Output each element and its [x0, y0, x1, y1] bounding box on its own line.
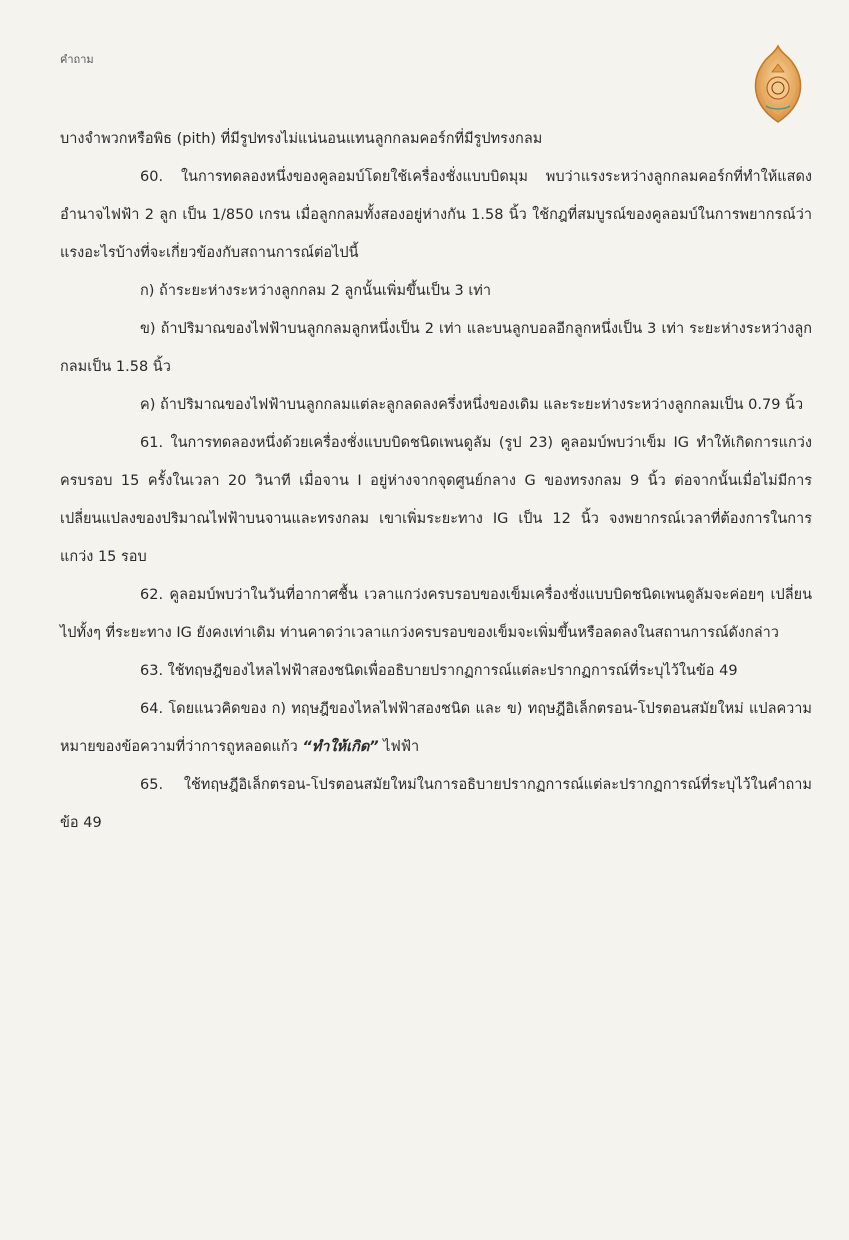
question-64-text-after: ไฟฟ้า: [378, 739, 420, 755]
question-63: 63. ใช้ทฤษฎีของไหลไฟฟ้าสองชนิดเพื่ออธิบายปรากฏการณ์แต่ละปรากฏการณ์ที่ระบุไว้ในข้อ 49: [140, 663, 738, 679]
question-65: 65. ใช้ทฤษฎีอิเล็กตรอน-โปรตอนสมัยใหม่ในการอธิบายปรากฏการณ์แต่ละปรากฏการณ์ที่ระบุไว้ในคำถามข้อ 49: [60, 777, 812, 831]
question-64: [60, 690, 812, 766]
school-emblem-icon: [752, 44, 804, 124]
question-62: 62. คูลอมบ์พบว่าในวันที่อากาศชื้น เวลาแกว่งครบรอบของเข็มเครื่องชั่งแบบบิดชนิดเพนดูลัมจะค่อยๆ เปลี่ยนไปทั้งๆ ที่ระยะทาง IG ยังคงเท่าเดิม ท่านคาดว่าเวลาแกว่งครบรอบของเข็มจะเพิ่มขึ้นหรือลดลงในสถานการณ์ดังกล่าว: [60, 587, 812, 641]
question-61: 61. ในการทดลองหนึ่งด้วยเครื่องชั่งแบบบิดชนิดเพนดูลัม (รูป 23) คูลอมบ์พบว่าเข็ม IG ทำให้เกิดการแกว่งครบรอบ 15 ครั้งในเวลา 20 วินาที เมื่อจาน I อยู่ห่างจากจุดศูนย์กลาง G ของทรงกลม 9 นิ้ว ต่อจากนั้นเมื่อไม่มีการเปลี่ยนแปลงของปริมาณไฟฟ้าบนจานและทรงกลม เขาเพิ่มระยะทาง IG เป็น 12 นิ้ว จงพยากรณ์เวลาที่ต้องการในการแกว่ง 15 รอบ: [60, 435, 812, 565]
question-60-c: ค) ถ้าปริมาณของไฟฟ้าบนลูกกลมแต่ละลูกลดลงครึ่งหนึ่งของเดิม และระยะห่างระหว่างลูกกลมเป็น 0.79 นิ้ว: [140, 397, 804, 413]
question-60: 60. ในการทดลองหนึ่งของคูลอมบ์โดยใช้เครื่องชั่งแบบบิดมุม พบว่าแรงระหว่างลูกกลมคอร์กที่ทำให้แสดงอำนาจไฟฟ้า 2 ลูก เป็น 1/850 เกรน เมื่อลูกกลมทั้งสองอยู่ห่างกัน 1.58 นิ้ว ใช้กฎที่สมบูรณ์ของคูลอมบ์ในการพยากรณ์ว่าแรงอะไรบ้างที่จะเกี่ยวข้องกับสถานการณ์ต่อไปนี้: [60, 169, 812, 261]
paragraph-continuation: บางจำพวกหรือพิธ (pith) ที่มีรูปทรงไม่แน่นอนแทนลูกกลมคอร์กที่มีรูปทรงกลม: [60, 131, 543, 147]
question-64-emphasis: “ทำให้เกิด”: [302, 739, 379, 755]
question-60-a: ก) ถ้าระยะห่างระหว่างลูกกลม 2 ลูกนั้นเพิ่มขึ้นเป็น 3 เท่า: [140, 283, 491, 299]
question-60-b: ข) ถ้าปริมาณของไฟฟ้าบนลูกกลมลูกหนึ่งเป็น 2 เท่า และบนลูกบอลอีกลูกหนึ่งเป็น 3 เท่า ระยะห่างระหว่างลูกกลมเป็น 1.58 นิ้ว: [60, 321, 812, 375]
question-64-text-before: 64. โดยแนวคิดของ ก) ทฤษฎีของไหลไฟฟ้าสองชนิด และ ข) ทฤษฎีอิเล็กตรอน-โปรตอนสมัยใหม่ แปลความหมายของข้อความที่ว่าการถูหลอดแก้ว: [60, 701, 812, 755]
document-body: [60, 120, 812, 842]
page-header-label: คำถาม: [60, 53, 94, 66]
